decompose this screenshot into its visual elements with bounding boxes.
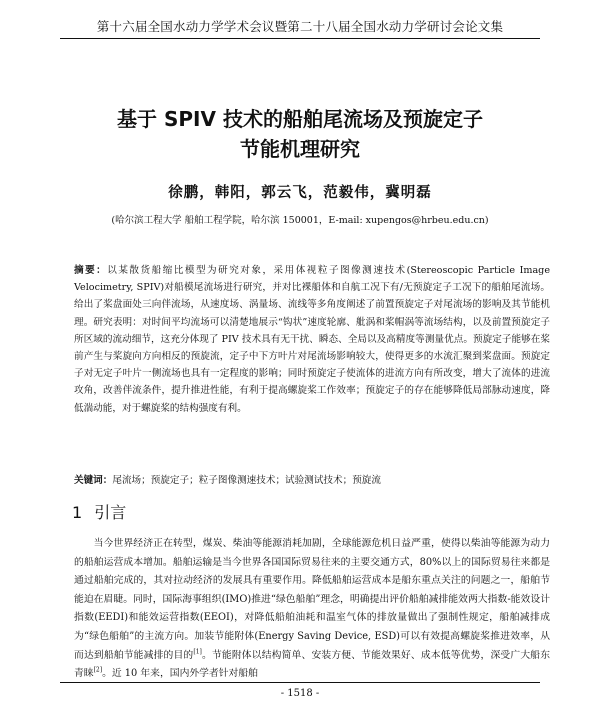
paper-title-line-1: 基于 SPIV 技术的船舶尾流场及预旋定子	[117, 107, 483, 131]
citation-ref-2[interactable]: [2]	[93, 666, 103, 674]
page-number: - 1518 -	[280, 688, 320, 699]
paragraph-text-part-1: 当今世界经济正在转型，煤炭、柴油等能源消耗加剧，全球能源危机日益严重，使得以柴油等能源为动力的船舶运营成本增加。船舶运输是当今世界各国国际贸易往来的主要交通方式，80%以上的国际贸易往来都是通过船舶完成的，其对拉动经济的发展具有重要作用。降低船舶运营成本是船东重点关注的问题之一，船舶节能迫在眉睫。同时，国际海事组织(IMO)推进“绿色船舶”理念，明确提出评价船舶减排能效两大指数-能效设计指数(EEDI)和能效运营指数(EEOI)，对降低船舶油耗和温室气体的排放量做出了强制性规定，船舶减排成为“绿色船舶”的主流方向。加装节能附体(Energy Saving Device, ESD)可以有效提高螺旋桨推进效率，从而达到船舶节能减排的目的	[74, 538, 550, 661]
section-title: 引言	[94, 503, 127, 522]
paragraph-text-part-3: 。近 10 年来，国内外学者针对船舶	[102, 668, 258, 680]
header-rule	[60, 38, 540, 39]
section-heading-introduction	[72, 500, 126, 523]
footer-rule	[60, 682, 540, 683]
keywords-text: 尾流场；预旋定子；粒子图像测速技术；试验测试技术；预旋流	[112, 475, 381, 486]
keywords	[74, 472, 550, 489]
running-header: 第十六届全国水动力学学术会议暨第二十八届全国水动力学研讨会论文集	[96, 19, 504, 34]
author-list: 徐鹏，韩阳，郭云飞，范毅伟，冀明磊	[168, 184, 432, 201]
introduction-paragraph	[74, 535, 550, 684]
abstract	[74, 262, 550, 417]
citation-ref-1[interactable]: [1]	[193, 648, 202, 656]
paragraph-text-part-2: 。节能附体以结构简单、安装方便、节能效果好、成本低等优势，深受广大船东青睐	[74, 649, 551, 680]
paper-title-line-2: 节能机理研究	[240, 137, 360, 161]
keywords-label: 关键词：	[74, 475, 113, 486]
section-number: 1	[72, 503, 83, 522]
affiliation: (哈尔滨工程大学 船舶工程学院，哈尔滨 150001，E-mail: xupengos@hrbeu.edu.cn)	[111, 215, 489, 226]
abstract-label: 摘要：	[74, 265, 108, 276]
abstract-text: 以某散货船缩比模型为研究对象，采用体视粒子图像测速技术(Stereoscopic Particle Image Velocimetry, SPIV)对船模尾流场进行研究，并对比裸船体和自航工况下有/无预旋定子工况下的船舶尾流场。给出了桨盘面处三向伴流场，从速度场、涡量场、流线等多角度阐述了前置预旋定子对尾流场的影响及其节能机理。研究表明：对时间平均流场可以清楚地展示“钩状”速度轮廓、舭涡和桨帽涡等流场结构，以及前置预旋定子所区域的流动细节，这充分体现了 PIV 技术具有无干扰、瞬态、全局以及高精度等测量优点。预旋定子能够在桨前产生与桨旋向方向相反的预旋流，定子中下方叶片对尾流场影响较大，使得更多的水流汇聚到桨盘面。预旋定子对无定子叶片一侧流场也具有一定程度的影响；同时预旋定子使流体的进流方向有所改变，增大了流体的进流攻角，改善伴流条件，提升推进性能，有利于提高螺旋桨工作效率；预旋定子的存在能够降低局部脉动速度，降低湍动能，对于螺旋桨的结构强度有利。	[74, 265, 550, 414]
paper-title	[40, 104, 560, 164]
